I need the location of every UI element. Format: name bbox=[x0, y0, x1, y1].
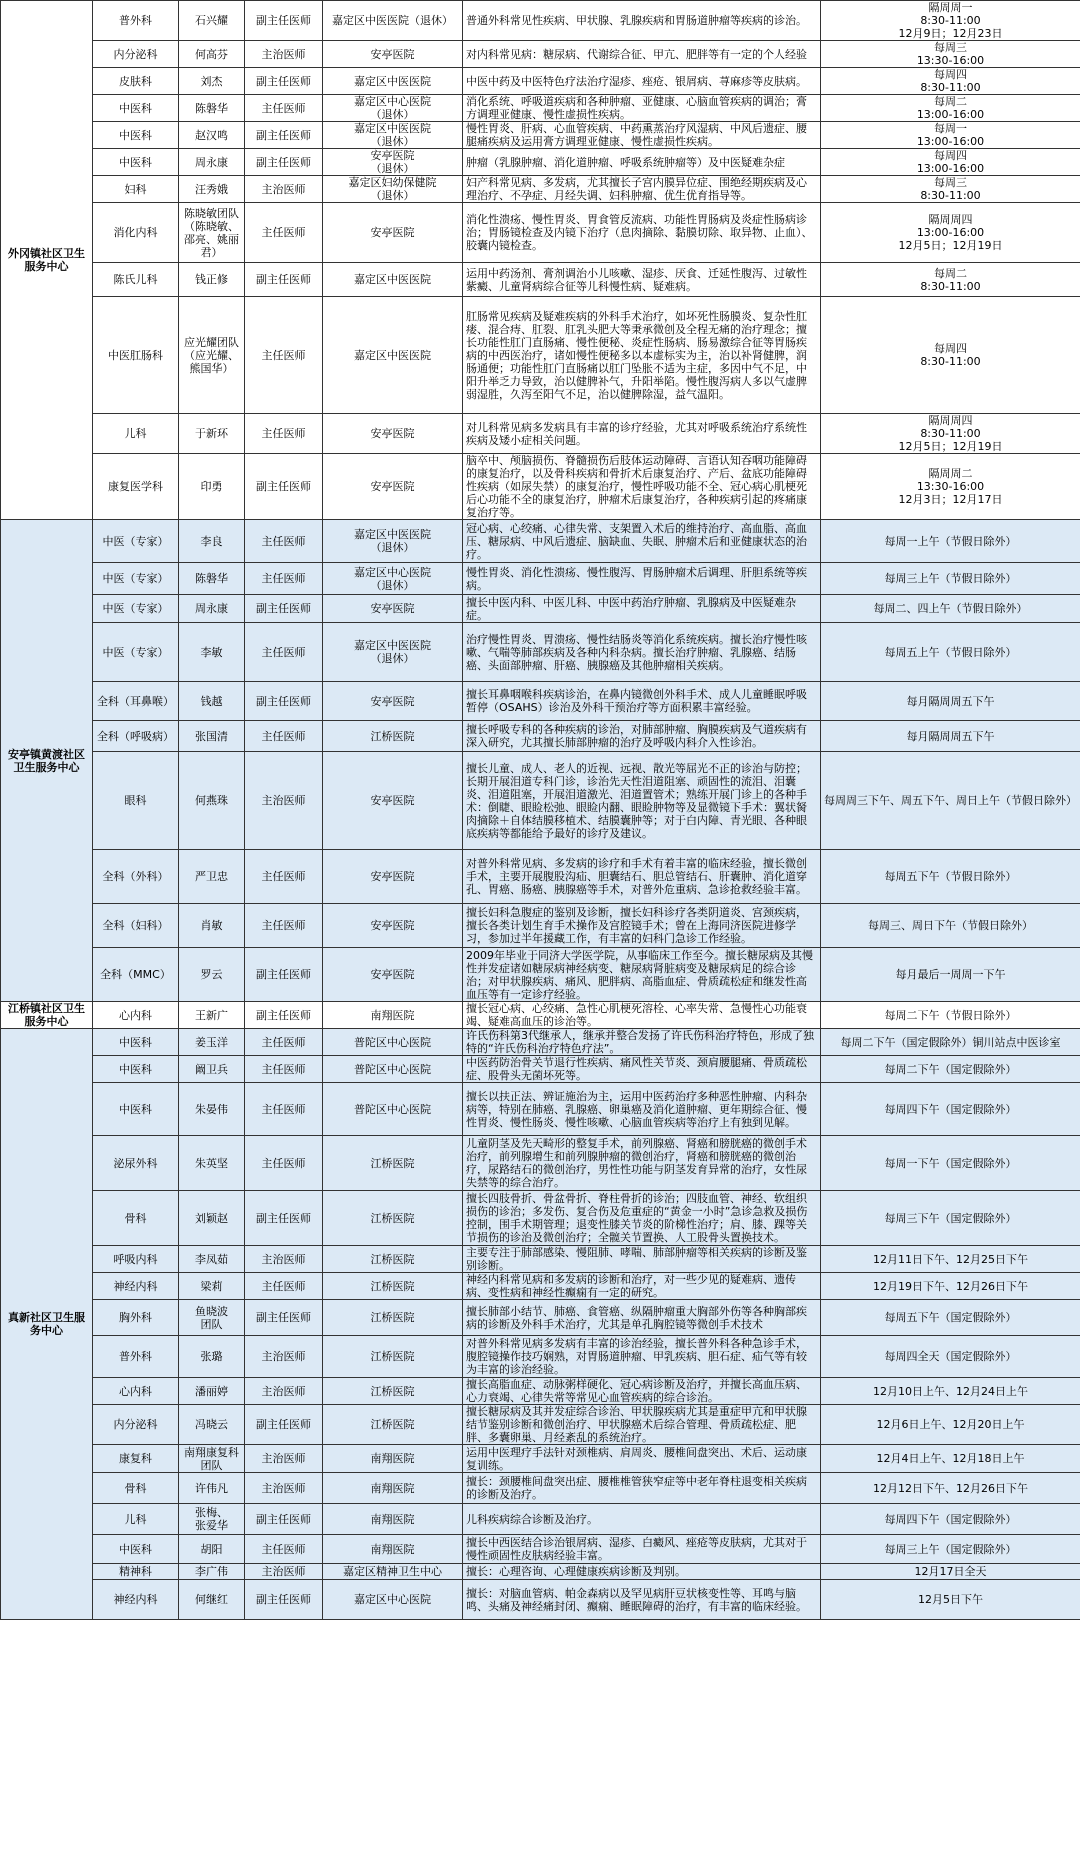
title-cell: 主治医师 bbox=[245, 1473, 323, 1504]
hospital-cell: 安亭医院 bbox=[323, 682, 463, 721]
schedule-row bbox=[1, 1405, 1080, 1445]
doctor-cell: 石兴耀 bbox=[179, 1, 245, 41]
specialty-cell: 对儿科常见病多发病具有丰富的诊疗经验，尤其对呼吸系统治疗系统性疾病及矮小症相关问题。 bbox=[463, 414, 821, 454]
schedule-row bbox=[1, 41, 1080, 68]
schedule-row bbox=[1, 721, 1080, 752]
title-cell: 副主任医师 bbox=[245, 595, 323, 623]
hospital-cell: 安亭医院 （退休） bbox=[323, 149, 463, 176]
specialty-cell: 治疗慢性胃炎、胃溃疡、慢性结肠炎等消化系统疾病。擅长治疗慢性咳嗽、气喘等肺部疾病及各种内科杂病。擅长治疗肿瘤、乳腺癌、结肠癌、头面部肿瘤、肝癌、胰腺癌及其他肿瘤相关疾病。 bbox=[463, 623, 821, 682]
hospital-cell: 江桥医院 bbox=[323, 1405, 463, 1445]
department-cell: 骨科 bbox=[93, 1191, 179, 1246]
title-cell: 主任医师 bbox=[245, 1273, 323, 1300]
schedule-body bbox=[1, 1, 1080, 1620]
schedule-row bbox=[1, 1473, 1080, 1504]
center-name-cell: 安亭镇黄渡社区卫生服务中心 bbox=[1, 520, 93, 1002]
time-cell: 隔周周四 13:00-16:00 12月5日；12月19日 bbox=[821, 203, 1080, 263]
hospital-cell: 嘉定区精神卫生中心 bbox=[323, 1564, 463, 1580]
schedule-row bbox=[1, 1136, 1080, 1191]
doctor-cell: 陈磐华 bbox=[179, 95, 245, 122]
title-cell: 主治医师 bbox=[245, 752, 323, 850]
time-cell: 每周四全天（国定假除外） bbox=[821, 1336, 1080, 1378]
schedule-row bbox=[1, 1056, 1080, 1083]
department-cell: 神经内科 bbox=[93, 1273, 179, 1300]
specialty-cell: 中医中药及中医特色疗法治疗湿疹、痤疮、银屑病、荨麻疹等皮肤病。 bbox=[463, 68, 821, 95]
department-cell: 骨科 bbox=[93, 1473, 179, 1504]
department-cell: 中医科 bbox=[93, 1535, 179, 1564]
title-cell: 主任医师 bbox=[245, 414, 323, 454]
hospital-cell: 安亭医院 bbox=[323, 41, 463, 68]
time-cell: 12月10日上午、12月24日上午 bbox=[821, 1378, 1080, 1405]
title-cell: 主治医师 bbox=[245, 1564, 323, 1580]
hospital-cell: 嘉定区中医医院（退休） bbox=[323, 1, 463, 41]
schedule-row bbox=[1, 1191, 1080, 1246]
specialty-cell: 擅长肺部小结节、肺癌、食管癌、纵隔肿瘤重大胸部外伤等各种胸部疾病的诊断及外科手术治疗，尤其是单孔胸腔镜等微创手术技术 bbox=[463, 1300, 821, 1336]
specialty-cell: 擅长中医内科、中医儿科、中医中药治疗肿瘤、乳腺病及中医疑难杂症。 bbox=[463, 595, 821, 623]
schedule-row bbox=[1, 454, 1080, 520]
schedule-row bbox=[1, 563, 1080, 595]
title-cell: 副主任医师 bbox=[245, 263, 323, 297]
schedule-row bbox=[1, 520, 1080, 563]
department-cell: 泌尿外科 bbox=[93, 1136, 179, 1191]
specialty-cell: 擅长耳鼻咽喉科疾病诊治，在鼻内镜微创外科手术、成人儿童睡眠呼吸暂停（OSAHS）诊治及外科干预治疗等方面积累丰富经验。 bbox=[463, 682, 821, 721]
hospital-cell: 安亭医院 bbox=[323, 595, 463, 623]
hospital-cell: 嘉定区中医医院 bbox=[323, 263, 463, 297]
schedule-row bbox=[1, 904, 1080, 948]
title-cell: 主任医师 bbox=[245, 563, 323, 595]
schedule-row bbox=[1, 752, 1080, 850]
department-cell: 妇科 bbox=[93, 176, 179, 203]
doctor-cell: 钱越 bbox=[179, 682, 245, 721]
department-cell: 中医（专家） bbox=[93, 563, 179, 595]
doctor-cell: 肖敏 bbox=[179, 904, 245, 948]
department-cell: 呼吸内科 bbox=[93, 1246, 179, 1273]
department-cell: 全科（MMC） bbox=[93, 948, 179, 1002]
specialty-cell: 对普外科常见病、多发病的诊疗和手术有着丰富的临床经验，擅长微创手术，主要开展腹股沟疝、胆囊结石、胆总管结石、肝囊肿、消化道穿孔、胃癌、肠癌、胰腺癌等手术，对普外危重病、急诊抢救经验丰富。 bbox=[463, 850, 821, 904]
title-cell: 主治医师 bbox=[245, 1336, 323, 1378]
time-cell: 每周周三下午、周五下午、周日上午（节假日除外） bbox=[821, 752, 1080, 850]
title-cell: 主任医师 bbox=[245, 1056, 323, 1083]
time-cell: 12月6日上午、12月20日上午 bbox=[821, 1405, 1080, 1445]
doctor-cell: 汪秀娥 bbox=[179, 176, 245, 203]
hospital-cell: 江桥医院 bbox=[323, 1378, 463, 1405]
specialty-cell: 肿瘤（乳腺肿瘤、消化道肿瘤、呼吸系统肿瘤等）及中医疑难杂症 bbox=[463, 149, 821, 176]
department-cell: 陈氏儿科 bbox=[93, 263, 179, 297]
time-cell: 每周三、周日下午（节假日除外） bbox=[821, 904, 1080, 948]
time-cell: 12月4日上午、12月18日上午 bbox=[821, 1445, 1080, 1473]
department-cell: 儿科 bbox=[93, 414, 179, 454]
specialty-cell: 妇产科常见病、多发病，尤其擅长子宫内膜异位症、围绝经期疾病及心理治疗、不孕症、月经失调、妇科肿瘤、优生优育指导等。 bbox=[463, 176, 821, 203]
hospital-cell: 江桥医院 bbox=[323, 1191, 463, 1246]
doctor-cell: 刘杰 bbox=[179, 68, 245, 95]
department-cell: 消化内科 bbox=[93, 203, 179, 263]
doctor-cell: 刘颖赵 bbox=[179, 1191, 245, 1246]
schedule-row bbox=[1, 1300, 1080, 1336]
specialty-cell: 运用中药汤剂、膏剂调治小儿咳嗽、湿疹、厌食、迁延性腹泻、过敏性紫癜、儿童肾病综合征等儿科慢性病、疑难病。 bbox=[463, 263, 821, 297]
schedule-row bbox=[1, 1535, 1080, 1564]
specialty-cell: 擅长：对脑血管病、帕金森病以及罕见病肝豆状核变性等、耳鸣与脑鸣、头痛及神经痛封闭、癫痫、睡眠障碍的治疗，有丰富的临床经验。 bbox=[463, 1580, 821, 1620]
hospital-cell: 南翔医院 bbox=[323, 1473, 463, 1504]
hospital-cell: 安亭医院 bbox=[323, 904, 463, 948]
time-cell: 每周一 13:00-16:00 bbox=[821, 122, 1080, 149]
doctor-cell: 李敏 bbox=[179, 623, 245, 682]
time-cell: 每周四 13:00-16:00 bbox=[821, 149, 1080, 176]
time-cell: 每周三 8:30-11:00 bbox=[821, 176, 1080, 203]
doctor-cell: 胡阳 bbox=[179, 1535, 245, 1564]
specialty-cell: 普通外科常见性疾病、甲状腺、乳腺疾病和胃肠道肿瘤等疾病的诊治。 bbox=[463, 1, 821, 41]
department-cell: 胸外科 bbox=[93, 1300, 179, 1336]
hospital-cell: 普陀区中心医院 bbox=[323, 1083, 463, 1136]
schedule-row bbox=[1, 1445, 1080, 1473]
specialty-cell: 肛肠常见疾病及疑难疾病的外科手术治疗，如坏死性肠膜炎、复杂性肛瘘、混合痔、肛裂、肛乳头肥大等秉承微创及全程无痛的治疗理念；擅长功能性肛门直肠痛、慢性便秘、炎症性肠病、肠易激综合征等胃肠疾病的中西医治疗，诸如慢性便秘多以本虚标实为主，治以补肾健脾，润肠通便；功能性肛门直肠痛以肛门坠胀不适为主症，多因中气不足，中阳升举乏力导致，治以健脾补气，升阳举陷。慢性腹泻病人多以气虚脾弱湿胜，久泻至阳气不足，治以健脾除湿，益气温阳。 bbox=[463, 297, 821, 414]
time-cell: 每周一上午（节假日除外） bbox=[821, 520, 1080, 563]
department-cell: 眼科 bbox=[93, 752, 179, 850]
title-cell: 主任医师 bbox=[245, 1535, 323, 1564]
hospital-cell: 安亭医院 bbox=[323, 850, 463, 904]
specialty-cell: 擅长中西医结合诊治银屑病、湿疹、白癜风、痤疮等皮肤病，尤其对于慢性顽固性皮肤病经验丰富。 bbox=[463, 1535, 821, 1564]
hospital-cell: 江桥医院 bbox=[323, 721, 463, 752]
hospital-cell: 江桥医院 bbox=[323, 1300, 463, 1336]
doctor-cell: 应光耀团队 （应光耀、 熊国华） bbox=[179, 297, 245, 414]
hospital-cell: 嘉定区妇幼保健院 （退休） bbox=[323, 176, 463, 203]
time-cell: 每月隔周周五下午 bbox=[821, 682, 1080, 721]
hospital-cell: 安亭医院 bbox=[323, 454, 463, 520]
title-cell: 主任医师 bbox=[245, 1136, 323, 1191]
department-cell: 神经内科 bbox=[93, 1580, 179, 1620]
doctor-cell: 于新环 bbox=[179, 414, 245, 454]
time-cell: 每周二 8:30-11:00 bbox=[821, 263, 1080, 297]
title-cell: 主任医师 bbox=[245, 623, 323, 682]
time-cell: 每周二、四上午（节假日除外） bbox=[821, 595, 1080, 623]
time-cell: 每周四下午（国定假除外） bbox=[821, 1083, 1080, 1136]
hospital-cell: 普陀区中心医院 bbox=[323, 1029, 463, 1056]
specialty-cell: 消化性溃疡、慢性胃炎、胃食管反流病、功能性胃肠病及炎症性肠病诊治；胃肠镜检查及内镜下治疗（息肉摘除、黏膜切除、取异物、止血）、胶囊内镜检查。 bbox=[463, 203, 821, 263]
specialty-cell: 主要专注于肺部感染、慢阻肺、哮喘、肺部肿瘤等相关疾病的诊断及鉴别诊断。 bbox=[463, 1246, 821, 1273]
title-cell: 主任医师 bbox=[245, 203, 323, 263]
doctor-cell: 何高芬 bbox=[179, 41, 245, 68]
title-cell: 副主任医师 bbox=[245, 1191, 323, 1246]
time-cell: 每月最后一周周一下午 bbox=[821, 948, 1080, 1002]
schedule-row bbox=[1, 203, 1080, 263]
specialty-cell: 慢性胃炎、肝病、心血管疾病、中药熏蒸治疗风湿病、中风后遗症、腰腿痛疾病及运用膏方调理亚健康、慢性虚损性疾病。 bbox=[463, 122, 821, 149]
specialty-cell: 擅长呼吸专科的各种疾病的诊治，对肺部肿瘤、胸膜疾病及气道疾病有深入研究，尤其擅长肺部肿瘤的治疗及呼吸内科介入性诊治。 bbox=[463, 721, 821, 752]
doctor-cell: 朱晏伟 bbox=[179, 1083, 245, 1136]
schedule-row bbox=[1, 149, 1080, 176]
time-cell: 每周五下午（节假日除外） bbox=[821, 850, 1080, 904]
title-cell: 主治医师 bbox=[245, 176, 323, 203]
specialty-cell: 冠心病、心绞痛、心律失常、支架置入术后的维持治疗、高血脂、高血压、糖尿病、中风后遗症、脑缺血、失眠、肿瘤术后和亚健康状态的治疗。 bbox=[463, 520, 821, 563]
department-cell: 心内科 bbox=[93, 1002, 179, 1029]
hospital-cell: 嘉定区中心医院 bbox=[323, 1580, 463, 1620]
schedule-row bbox=[1, 1002, 1080, 1029]
hospital-cell: 江桥医院 bbox=[323, 1336, 463, 1378]
time-cell: 每周三上午（国定假除外） bbox=[821, 1535, 1080, 1564]
department-cell: 中医（专家） bbox=[93, 520, 179, 563]
title-cell: 副主任医师 bbox=[245, 1504, 323, 1535]
department-cell: 心内科 bbox=[93, 1378, 179, 1405]
department-cell: 普外科 bbox=[93, 1336, 179, 1378]
schedule-row bbox=[1, 263, 1080, 297]
time-cell: 每周二 13:00-16:00 bbox=[821, 95, 1080, 122]
specialty-cell: 2009年毕业于同济大学医学院，从事临床工作至今。擅长糖尿病及其慢性并发症诸如糖尿病神经病变、糖尿病肾脏病变及糖尿病足的综合诊治；对甲状腺疾病、痛风、肥胖病、高脂血症、骨质疏松症和继发性高血压等有一定诊疗经验。 bbox=[463, 948, 821, 1002]
department-cell: 全科（呼吸病） bbox=[93, 721, 179, 752]
doctor-cell: 朱英坚 bbox=[179, 1136, 245, 1191]
department-cell: 中医科 bbox=[93, 122, 179, 149]
hospital-cell: 嘉定区中医医院 （退休） bbox=[323, 122, 463, 149]
time-cell: 12月12日下午、12月26日下午 bbox=[821, 1473, 1080, 1504]
hospital-cell: 嘉定区中医医院 bbox=[323, 297, 463, 414]
department-cell: 全科（外科） bbox=[93, 850, 179, 904]
title-cell: 主任医师 bbox=[245, 297, 323, 414]
department-cell: 中医肛肠科 bbox=[93, 297, 179, 414]
schedule-row bbox=[1, 1, 1080, 41]
specialty-cell: 擅长糖尿病及其并发症综合诊治、甲状腺疾病尤其是重症甲亢和甲状腺结节鉴别诊断和微创治疗、甲状腺癌术后综合管理、骨质疏松症、肥胖、多囊卵巢、月经紊乱的系统治疗。 bbox=[463, 1405, 821, 1445]
hospital-cell: 安亭医院 bbox=[323, 414, 463, 454]
doctor-cell: 罗云 bbox=[179, 948, 245, 1002]
department-cell: 中医（专家） bbox=[93, 595, 179, 623]
hospital-cell: 南翔医院 bbox=[323, 1535, 463, 1564]
title-cell: 主治医师 bbox=[245, 1445, 323, 1473]
title-cell: 副主任医师 bbox=[245, 1405, 323, 1445]
department-cell: 皮肤科 bbox=[93, 68, 179, 95]
title-cell: 副主任医师 bbox=[245, 682, 323, 721]
time-cell: 12月5日下午 bbox=[821, 1580, 1080, 1620]
hospital-cell: 江桥医院 bbox=[323, 1136, 463, 1191]
schedule-row bbox=[1, 623, 1080, 682]
center-name-cell: 江桥镇社区卫生服务中心 bbox=[1, 1002, 93, 1029]
specialty-cell: 对内科常见病：糖尿病、代谢综合征、甲亢、肥胖等有一定的个人经验 bbox=[463, 41, 821, 68]
doctor-cell: 张梅、 张爱华 bbox=[179, 1504, 245, 1535]
time-cell: 隔周周一 8:30-11:00 12月9日；12月23日 bbox=[821, 1, 1080, 41]
time-cell: 每周二下午（国定假除外） bbox=[821, 1056, 1080, 1083]
department-cell: 康复医学科 bbox=[93, 454, 179, 520]
doctor-cell: 潘丽婷 bbox=[179, 1378, 245, 1405]
hospital-cell: 嘉定区中医医院 （退休） bbox=[323, 520, 463, 563]
schedule-row bbox=[1, 1580, 1080, 1620]
hospital-cell: 南翔医院 bbox=[323, 1504, 463, 1535]
title-cell: 副主任医师 bbox=[245, 1002, 323, 1029]
schedule-row bbox=[1, 1336, 1080, 1378]
specialty-cell: 擅长冠心病、心绞痛、急性心肌梗死溶栓、心率失常、急慢性心功能衰竭、疑难高血压的诊治等。 bbox=[463, 1002, 821, 1029]
time-cell: 12月11日下午、12月25日下午 bbox=[821, 1246, 1080, 1273]
title-cell: 主任医师 bbox=[245, 850, 323, 904]
doctor-cell: 姜玉洋 bbox=[179, 1029, 245, 1056]
specialty-cell: 神经内科常见病和多发病的诊断和治疗，对一些少见的疑难病、遗传病、变性病和神经性癫痫有一定的研究。 bbox=[463, 1273, 821, 1300]
doctor-cell: 陈磐华 bbox=[179, 563, 245, 595]
doctor-cell: 王新广 bbox=[179, 1002, 245, 1029]
schedule-row bbox=[1, 1029, 1080, 1056]
department-cell: 儿科 bbox=[93, 1504, 179, 1535]
title-cell: 主治医师 bbox=[245, 1378, 323, 1405]
hospital-cell: 南翔医院 bbox=[323, 1445, 463, 1473]
doctor-cell: 冯晓云 bbox=[179, 1405, 245, 1445]
title-cell: 副主任医师 bbox=[245, 948, 323, 1002]
time-cell: 每周二下午（国定假除外）铜川站点中医诊室 bbox=[821, 1029, 1080, 1056]
title-cell: 主任医师 bbox=[245, 520, 323, 563]
time-cell: 每周五上午（节假日除外） bbox=[821, 623, 1080, 682]
doctor-cell: 李良 bbox=[179, 520, 245, 563]
hospital-cell: 江桥医院 bbox=[323, 1273, 463, 1300]
hospital-cell: 普陀区中心医院 bbox=[323, 1056, 463, 1083]
doctor-cell: 张璐 bbox=[179, 1336, 245, 1378]
department-cell: 中医科 bbox=[93, 1083, 179, 1136]
specialty-cell: 擅长：颈腰椎间盘突出症、腰椎椎管狭窄症等中老年脊柱退变相关疾病的诊断及治疗。 bbox=[463, 1473, 821, 1504]
specialty-cell: 擅长妇科急腹症的鉴别及诊断，擅长妇科诊疗各类阴道炎、宫颈疾病，擅长各类计划生育手术操作及宫腔镜手术；曾在上海同济医院进修学习，参加过半年援藏工作，有丰富的妇科门急诊工作经验。 bbox=[463, 904, 821, 948]
schedule-row bbox=[1, 95, 1080, 122]
department-cell: 全科（耳鼻喉） bbox=[93, 682, 179, 721]
time-cell: 每周五下午（国定假除外） bbox=[821, 1300, 1080, 1336]
hospital-cell: 嘉定区中心医院 （退休） bbox=[323, 563, 463, 595]
department-cell: 康复科 bbox=[93, 1445, 179, 1473]
title-cell: 主治医师 bbox=[245, 41, 323, 68]
time-cell: 隔周周四 8:30-11:00 12月5日；12月19日 bbox=[821, 414, 1080, 454]
schedule-row bbox=[1, 176, 1080, 203]
doctor-cell: 周永康 bbox=[179, 149, 245, 176]
department-cell: 精神科 bbox=[93, 1564, 179, 1580]
specialty-cell: 擅长儿童、成人、老人的近视、远视、散光等屈光不正的诊治与防控；长期开展泪道专科门诊，诊治先天性泪道阻塞、顽固性的流泪、泪囊炎、泪道阻塞，开展泪道激光、泪道置管术；熟练开展门诊上的各种手术：倒睫、眼睑松弛、眼睑内翻、眼睑肿物等及显微镜下手术：翼状胬肉摘除＋自体结膜移植术、结膜囊肿等；对于白内障、青光眼、各种眼底疾病等都能给予最好的诊疗及建议。 bbox=[463, 752, 821, 850]
center-name-cell: 外冈镇社区卫生服务中心 bbox=[1, 1, 93, 520]
specialty-cell: 擅长以扶正法、辨证施治为主，运用中医药治疗多种恶性肿瘤、内科杂病等，特别在肺癌、乳腺癌、卵巢癌及消化道肿瘤、更年期综合征、慢性胃炎、慢性肠炎、慢性咳嗽、心脑血管疾病等治疗上有独到见解。 bbox=[463, 1083, 821, 1136]
title-cell: 副主任医师 bbox=[245, 454, 323, 520]
time-cell: 12月19日下午、12月26日下午 bbox=[821, 1273, 1080, 1300]
department-cell: 中医科 bbox=[93, 1056, 179, 1083]
hospital-cell: 嘉定区中医医院 （退休） bbox=[323, 623, 463, 682]
center-name-cell: 真新社区卫生服务中心 bbox=[1, 1029, 93, 1620]
schedule-row bbox=[1, 1246, 1080, 1273]
schedule-row bbox=[1, 1564, 1080, 1580]
hospital-cell: 安亭医院 bbox=[323, 752, 463, 850]
specialty-cell: 儿童阴茎及先天畸形的整复手术，前列腺癌、肾癌和膀胱癌的微创手术治疗，前列腺增生和前列腺肿瘤的微创治疗，肾癌和膀胱癌的微创治疗，尿路结石的微创治疗，男性性功能与阴茎发育异常的治疗，女性尿失禁等的综合治疗。 bbox=[463, 1136, 821, 1191]
department-cell: 普外科 bbox=[93, 1, 179, 41]
time-cell: 每周三上午（节假日除外） bbox=[821, 563, 1080, 595]
title-cell: 副主任医师 bbox=[245, 122, 323, 149]
department-cell: 中医科 bbox=[93, 149, 179, 176]
department-cell: 中医科 bbox=[93, 95, 179, 122]
schedule-row bbox=[1, 122, 1080, 149]
doctor-cell: 张国清 bbox=[179, 721, 245, 752]
doctor-cell: 印勇 bbox=[179, 454, 245, 520]
doctor-cell: 钱正修 bbox=[179, 263, 245, 297]
doctor-cell: 周永康 bbox=[179, 595, 245, 623]
department-cell: 内分泌科 bbox=[93, 41, 179, 68]
specialty-cell: 中医药防治骨关节退行性疾病、痛风性关节炎、颈肩腰腿痛、骨质疏松症、股骨头无菌坏死等。 bbox=[463, 1056, 821, 1083]
specialty-cell: 擅长：心理咨询、心理健康疾病诊断及判别。 bbox=[463, 1564, 821, 1580]
schedule-row bbox=[1, 1273, 1080, 1300]
title-cell: 主任医师 bbox=[245, 95, 323, 122]
title-cell: 副主任医师 bbox=[245, 1580, 323, 1620]
specialty-cell: 慢性胃炎、消化性溃疡、慢性腹泻、胃肠肿瘤术后调理、肝胆系统等疾病。 bbox=[463, 563, 821, 595]
time-cell: 每周二下午（节假日除外） bbox=[821, 1002, 1080, 1029]
department-cell: 中医（专家） bbox=[93, 623, 179, 682]
specialty-cell: 许氏伤科第3代继承人，继承并整合发扬了许氏伤科治疗特色，形成了独特的“许氏伤科治疗特色疗法”。 bbox=[463, 1029, 821, 1056]
title-cell: 主任医师 bbox=[245, 1029, 323, 1056]
title-cell: 副主任医师 bbox=[245, 1300, 323, 1336]
specialty-cell: 运用中医理疗手法针对颈椎病、肩周炎、腰椎间盘突出、术后、运动康复训练。 bbox=[463, 1445, 821, 1473]
time-cell: 12月17日全天 bbox=[821, 1564, 1080, 1580]
title-cell: 主任医师 bbox=[245, 904, 323, 948]
specialty-cell: 对普外科常见病多发病有丰富的诊治经验，擅长普外科各种急诊手术，腹腔镜操作技巧娴熟，对胃肠道肿瘤、甲乳疾病、胆石症、疝气等有较为丰富的诊治经验。 bbox=[463, 1336, 821, 1378]
doctor-cell: 陈晓敏团队 （陈晓敏、 邵亮、姚丽 君） bbox=[179, 203, 245, 263]
doctor-cell: 严卫忠 bbox=[179, 850, 245, 904]
time-cell: 每周三下午（国定假除外） bbox=[821, 1191, 1080, 1246]
schedule-row bbox=[1, 414, 1080, 454]
schedule-row bbox=[1, 297, 1080, 414]
hospital-cell: 南翔医院 bbox=[323, 1002, 463, 1029]
doctor-cell: 阚卫兵 bbox=[179, 1056, 245, 1083]
hospital-cell: 嘉定区中医医院 bbox=[323, 68, 463, 95]
hospital-cell: 安亭医院 bbox=[323, 203, 463, 263]
schedule-row bbox=[1, 850, 1080, 904]
title-cell: 主任医师 bbox=[245, 1083, 323, 1136]
schedule-row bbox=[1, 948, 1080, 1002]
specialty-cell: 消化系统、呼吸道疾病和各种肿瘤、亚健康、心脑血管疾病的调治；膏方调理亚健康、慢性虚损性疾病。 bbox=[463, 95, 821, 122]
schedule-row bbox=[1, 595, 1080, 623]
time-cell: 每周三 13:30-16:00 bbox=[821, 41, 1080, 68]
doctor-cell: 南翔康复科 团队 bbox=[179, 1445, 245, 1473]
hospital-cell: 安亭医院 bbox=[323, 948, 463, 1002]
doctor-cell: 赵汉鸣 bbox=[179, 122, 245, 149]
schedule-row bbox=[1, 1083, 1080, 1136]
time-cell: 每周一下午（国定假除外） bbox=[821, 1136, 1080, 1191]
title-cell: 主治医师 bbox=[245, 1246, 323, 1273]
department-cell: 中医科 bbox=[93, 1029, 179, 1056]
doctor-cell: 梁莉 bbox=[179, 1273, 245, 1300]
doctor-cell: 李广伟 bbox=[179, 1564, 245, 1580]
specialty-cell: 脑卒中、颅脑损伤、脊髓损伤后肢体运动障碍、言语认知吞咽功能障碍的康复治疗，以及骨科疾病和骨折术后康复治疗、产后、盆底功能障碍性疾病（如尿失禁）的康复治疗，慢性呼吸功能不全、冠心病心肌梗死后心功能不全的康复治疗，肿瘤术后康复治疗，各种疾病引起的疼痛康复治疗等。 bbox=[463, 454, 821, 520]
doctor-cell: 鱼晓波 团队 bbox=[179, 1300, 245, 1336]
time-cell: 每周四下午（国定假除外） bbox=[821, 1504, 1080, 1535]
doctor-cell: 许伟凡 bbox=[179, 1473, 245, 1504]
department-cell: 全科（妇科） bbox=[93, 904, 179, 948]
hospital-cell: 江桥医院 bbox=[323, 1246, 463, 1273]
title-cell: 副主任医师 bbox=[245, 1, 323, 41]
title-cell: 副主任医师 bbox=[245, 149, 323, 176]
time-cell: 每周四 8:30-11:00 bbox=[821, 297, 1080, 414]
department-cell: 内分泌科 bbox=[93, 1405, 179, 1445]
specialty-cell: 擅长四肢骨折、骨盆骨折、脊柱骨折的诊治；四肢血管、神经、软组织损伤的诊治；多发伤、复合伤及危重症的“黄金一小时”急诊急救及损伤控制，围手术期管理；退变性膝关节炎的阶梯性治疗；肩、膝、踝等关节损伤的诊治及微创治疗；全髋关节置换、人工股骨头置换技术。 bbox=[463, 1191, 821, 1246]
specialty-cell: 儿科疾病综合诊断及治疗。 bbox=[463, 1504, 821, 1535]
doctor-cell: 李凤茹 bbox=[179, 1246, 245, 1273]
hospital-cell: 嘉定区中心医院 （退休） bbox=[323, 95, 463, 122]
doctor-cell: 何燕珠 bbox=[179, 752, 245, 850]
time-cell: 隔周周二 13:30-16:00 12月3日；12月17日 bbox=[821, 454, 1080, 520]
title-cell: 主任医师 bbox=[245, 721, 323, 752]
time-cell: 每周四 8:30-11:00 bbox=[821, 68, 1080, 95]
schedule-row bbox=[1, 682, 1080, 721]
schedule-row bbox=[1, 1378, 1080, 1405]
schedule-row bbox=[1, 68, 1080, 95]
title-cell: 副主任医师 bbox=[245, 68, 323, 95]
specialty-cell: 擅长高脂血症、动脉粥样硬化、冠心病诊断及治疗，并擅长高血压病、心力衰竭、心律失常等常见心血管疾病的综合诊治。 bbox=[463, 1378, 821, 1405]
doctor-cell: 何继红 bbox=[179, 1580, 245, 1620]
schedule-row bbox=[1, 1504, 1080, 1535]
time-cell: 每月隔周周五下午 bbox=[821, 721, 1080, 752]
